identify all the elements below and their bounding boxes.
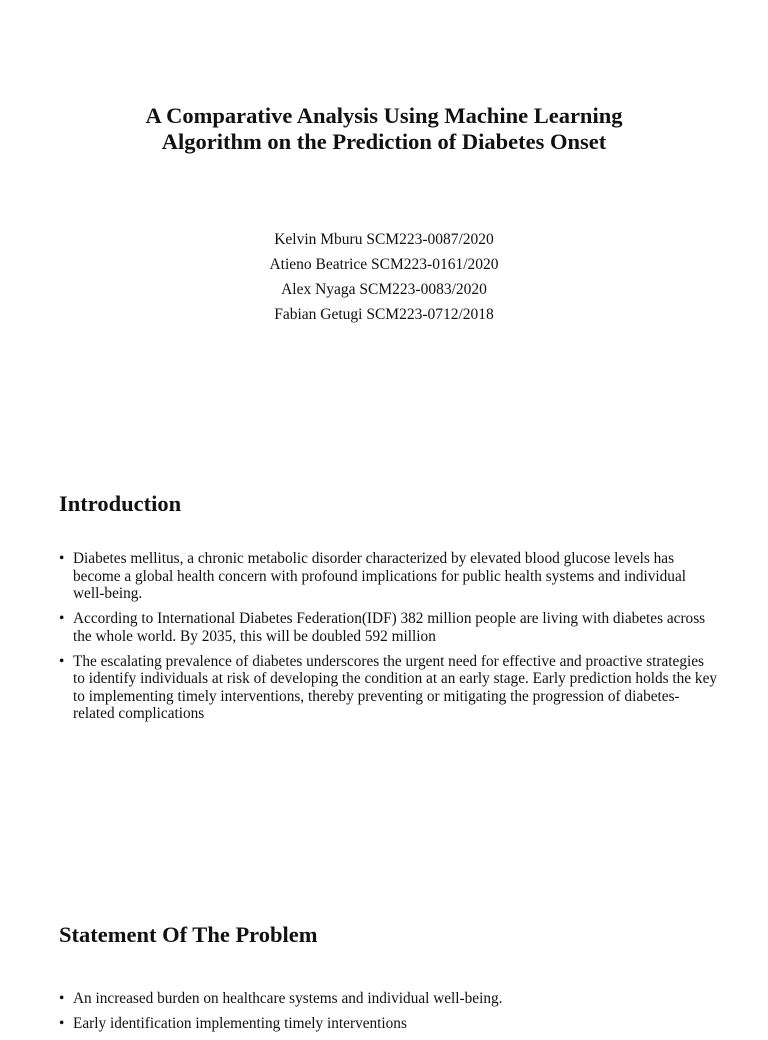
- document-title: [0, 103, 768, 155]
- bullet-dot-icon: •: [59, 610, 65, 627]
- bullet-item: [59, 653, 719, 723]
- problem-bullet-list: [59, 990, 719, 1040]
- author-item: Kelvin Mburu SCM223-0087/2020: [274, 231, 494, 248]
- introduction-bullet-list: [59, 550, 719, 730]
- bullet-dot-icon: •: [59, 652, 65, 670]
- bullet-text: According to International Diabetes Federation(IDF) 382 million people are living with diabetes across the whole world. By 2035, this will be doubled 592 million: [73, 610, 706, 645]
- author-item: Fabian Getugi SCM223-0712/2018: [274, 306, 494, 323]
- author-item: Alex Nyaga SCM223-0083/2020: [281, 281, 487, 298]
- bullet-dot-icon: •: [59, 1015, 65, 1032]
- author-list: [0, 227, 768, 327]
- title-line-1: A Comparative Analysis Using Machine Learning: [145, 103, 623, 128]
- problem-statement-heading: Statement Of The Problem: [59, 922, 318, 947]
- bullet-item: [59, 550, 719, 603]
- bullet-text: Early identification implementing timely interventions: [73, 1015, 407, 1032]
- title-line-2: Algorithm on the Prediction of Diabetes Onset: [161, 129, 607, 154]
- bullet-item: [59, 610, 719, 645]
- bullet-item: [59, 990, 719, 1008]
- bullet-text: Diabetes mellitus, a chronic metabolic disorder characterized by elevated blood glucose levels has become a global health concern with profound implications for public health systems and individual well-being.: [73, 550, 686, 602]
- bullet-text: The escalating prevalence of diabetes underscores the urgent need for effective and proactive strategies to identify individuals at risk of developing the condition at an early stage. Early prediction holds the key to implementing timely interventions, thereby preventing or mitigating the progression of diabetes-related complications: [73, 652, 718, 722]
- bullet-dot-icon: •: [59, 990, 65, 1007]
- bullet-text: An increased burden on healthcare systems and individual well-being.: [73, 990, 503, 1007]
- author-item: Atieno Beatrice SCM223-0161/2020: [269, 256, 499, 273]
- introduction-heading: Introduction: [59, 491, 182, 516]
- bullet-dot-icon: •: [59, 550, 65, 567]
